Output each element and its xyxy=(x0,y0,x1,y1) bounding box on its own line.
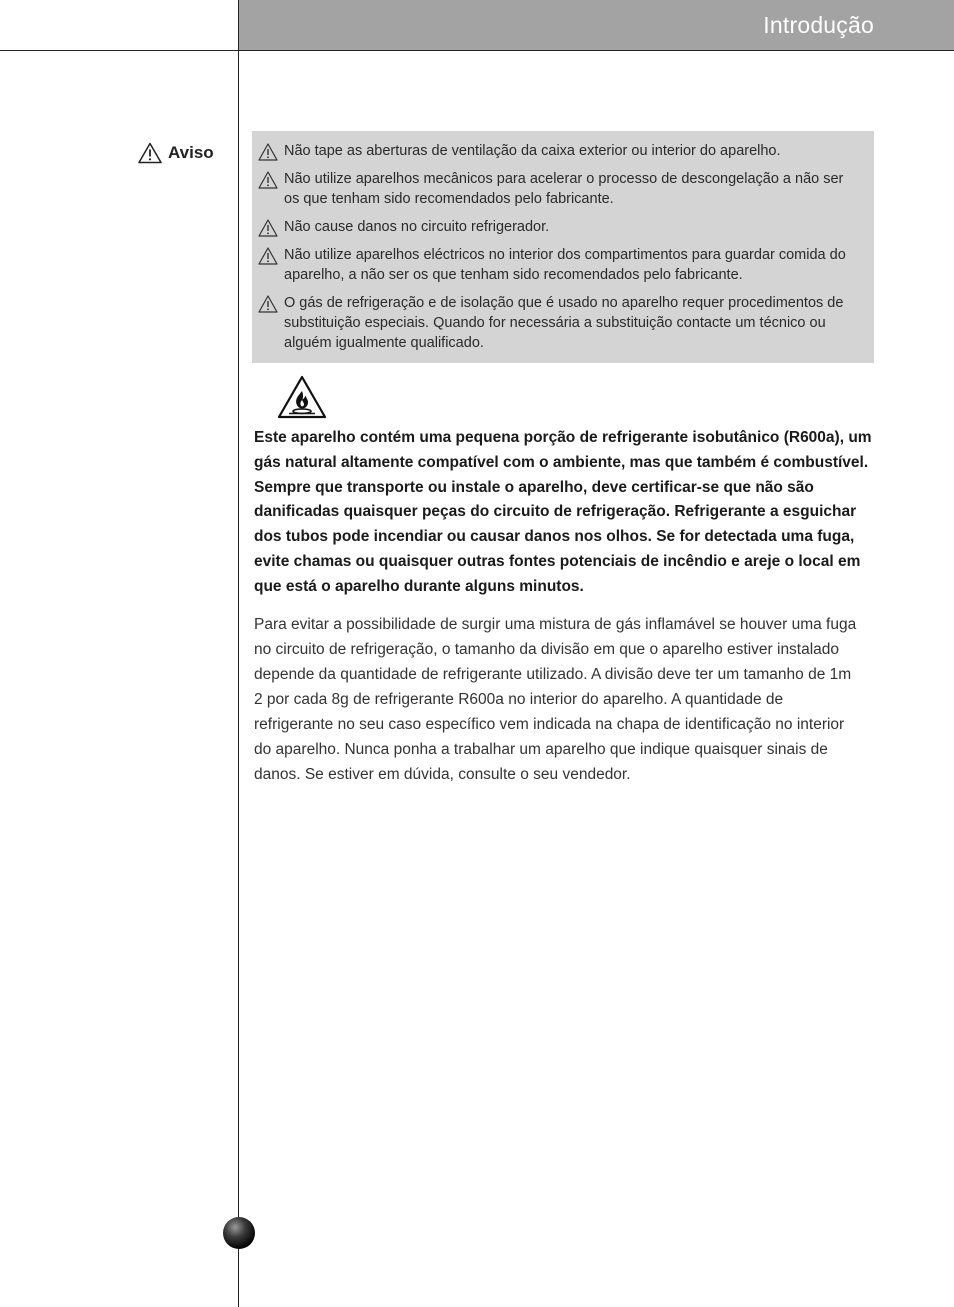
flammable-warning-icon xyxy=(277,375,327,419)
warning-item xyxy=(258,293,862,353)
warning-triangle-icon xyxy=(258,219,278,237)
warning-text: Não utilize aparelhos eléctricos no interior dos compartimentos para guardar comida do aparelho, a não ser os que tenham sido recomendados pelo fabricante. xyxy=(284,247,846,283)
aviso-heading xyxy=(138,142,214,164)
warning-item xyxy=(258,141,862,161)
warning-item xyxy=(258,217,862,237)
warning-text: Não utilize aparelhos mecânicos para acelerar o processo de descongelação a não ser os que tenham sido recomendados pelo fabricante. xyxy=(284,171,844,207)
warning-item xyxy=(258,245,862,285)
warning-item xyxy=(258,169,862,209)
warning-text: O gás de refrigeração e de isolação que é usado no aparelho requer procedimentos de substituição especiais. Quando for necessária a substituição contacte um técnico ou alguém igualmente qualificado. xyxy=(284,295,844,351)
safety-warning-paragraph: Este aparelho contém uma pequena porção de refrigerante isobutânico (R600a), um gás natural altamente compatível com o ambiente, mas que também é combustível. Sempre que transporte ou instale o aparelho, deve certificar-se que não são danificadas quaisquer peças do circuito de refrigeração. Refrigerante a esguichar dos tubos pode incendiar ou causar danos nos olhos. Se for detectada uma fuga, evite chamas ou quaisquer outras fontes potenciais de incêndio e areje o local em que está o aparelho durante alguns minutos. xyxy=(254,429,872,595)
margin-divider xyxy=(238,0,239,1307)
warning-triangle-icon xyxy=(258,143,278,161)
warning-triangle-icon xyxy=(258,247,278,265)
warning-triangle-icon xyxy=(138,142,162,164)
warning-triangle-icon xyxy=(258,171,278,189)
header-bar xyxy=(238,0,954,50)
body-paragraph: Para evitar a possibilidade de surgir uma mistura de gás inflamável se houver uma fuga no circuito de refrigeração, o tamanho da divisão em que o aparelho estiver instalado depende da quantidade de refrigerante utilizado. A divisão deve ter um tamanho de 1m 2 por cada 8g de refrigerante R600a no interior do aparelho. A quantidade de refrigerante no seu caso específico vem indicada na chapa de identificação no interior do aparelho. Nunca ponha a trabalhar um aparelho que indique quaisquer sinais de danos. Se estiver em dúvida, consulte o seu vendedor. xyxy=(254,616,857,783)
page-title: Introdução xyxy=(763,12,874,38)
warning-text: Não tape as aberturas de ventilação da caixa exterior ou interior do aparelho. xyxy=(284,143,781,159)
header-divider xyxy=(0,50,954,51)
warning-box xyxy=(252,131,874,363)
warning-text: Não cause danos no circuito refrigerador. xyxy=(284,219,550,235)
warning-triangle-icon xyxy=(258,295,278,313)
aviso-label: Aviso xyxy=(168,143,214,162)
page-marker-dot xyxy=(223,1217,255,1249)
